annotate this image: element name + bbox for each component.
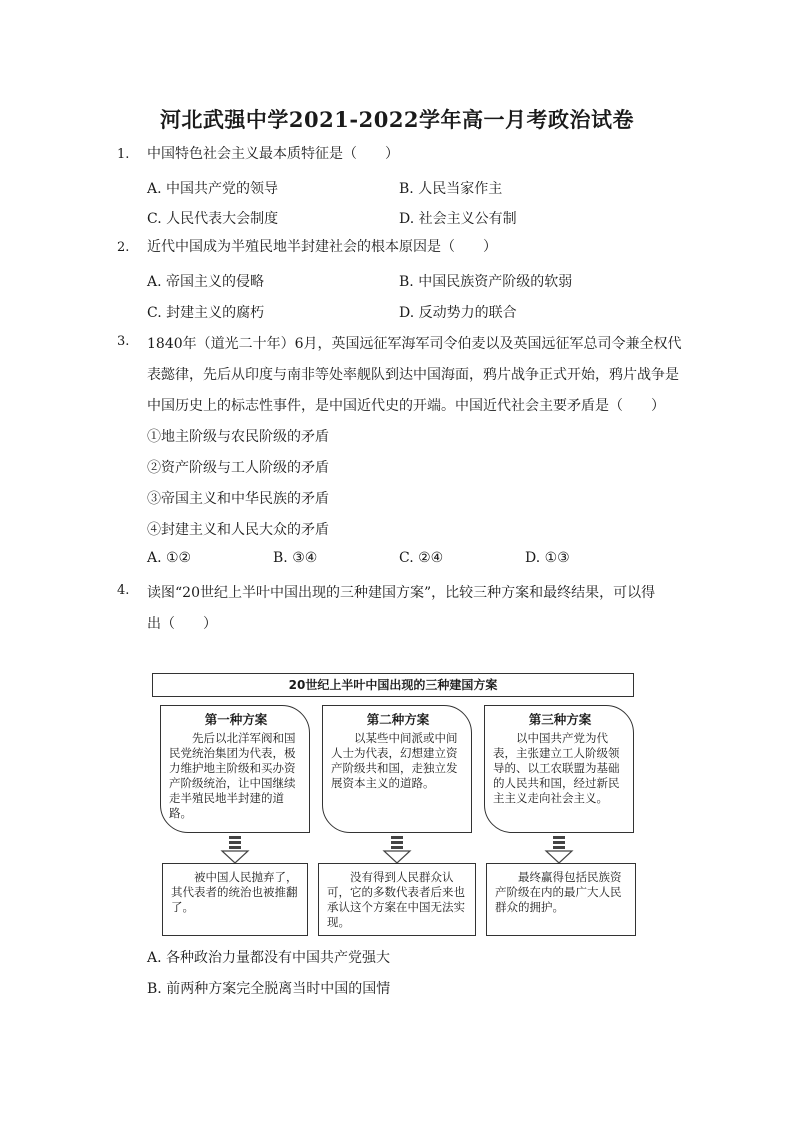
plan-1-box bbox=[160, 705, 310, 833]
option-a[interactable]: A. 帝国主义的侵略 bbox=[147, 274, 265, 290]
down-arrow-icon bbox=[220, 836, 250, 863]
option-d[interactable]: D. ①③ bbox=[525, 550, 570, 566]
option-c[interactable]: C. 人民代表大会制度 bbox=[147, 211, 279, 227]
down-arrow-icon bbox=[382, 836, 412, 863]
statement-item: ①地主阶级与农民阶级的矛盾 bbox=[147, 429, 329, 445]
plan-title: 第二种方案 bbox=[366, 712, 430, 727]
option-a[interactable]: A. ①② bbox=[147, 550, 192, 566]
question-number: 3. bbox=[117, 334, 130, 349]
question-number: 4. bbox=[117, 583, 130, 598]
option-a[interactable]: A. 各种政治力量都没有中国共产党强大 bbox=[147, 950, 391, 966]
option-b[interactable]: B. 中国民族资产阶级的软弱 bbox=[399, 274, 573, 290]
plan-2-box bbox=[322, 705, 472, 833]
page-title: 河北武强中学2021-2022学年高一月考政治试卷 bbox=[159, 107, 635, 132]
option-b[interactable]: B. ③④ bbox=[273, 550, 318, 566]
question-stem-line: 1840年（道光二十年）6月，英国远征军海军司令伯麦以及英国远征军总司令兼全权代 bbox=[147, 336, 682, 352]
question-number: 2. bbox=[117, 240, 130, 255]
statement-item: ④封建主义和人民大众的矛盾 bbox=[147, 522, 329, 538]
question-number: 1. bbox=[117, 147, 130, 162]
plan-1-result: 被中国人民抛弃了，其代表者的统治也被推翻了。 bbox=[162, 863, 308, 936]
option-d[interactable]: D. 社会主义公有制 bbox=[399, 211, 517, 227]
option-c[interactable]: C. ②④ bbox=[399, 550, 444, 566]
question-stem: 中国特色社会主义最本质特征是（ ） bbox=[147, 146, 399, 162]
statement-item: ③帝国主义和中华民族的矛盾 bbox=[147, 491, 329, 507]
diagram-heading: 20世纪上半叶中国出现的三种建国方案 bbox=[152, 673, 634, 697]
question-stem: 近代中国成为半殖民地半封建社会的根本原因是（ ） bbox=[147, 239, 497, 255]
option-b[interactable]: B. 前两种方案完全脱离当时中国的国情 bbox=[147, 981, 391, 997]
plan-3-result: 最终赢得包括民族资产阶级在内的最广大人民群众的拥护。 bbox=[486, 863, 636, 936]
question-stem-line: 中国历史上的标志性事件，是中国近代史的开端。中国近代社会主要矛盾是（ ） bbox=[147, 398, 665, 414]
plan-2-result: 没有得到人民群众认可，它的多数代表者后来也承认这个方案在中国无法实现。 bbox=[318, 863, 476, 936]
option-d[interactable]: D. 反动势力的联合 bbox=[399, 305, 517, 321]
option-c[interactable]: C. 封建主义的腐朽 bbox=[147, 305, 265, 321]
question-stem-line: 表懿律，先后从印度与南非等处率舰队到达中国海面，鸦片战争正式开始，鸦片战争是 bbox=[147, 367, 679, 383]
plan-description: 先后以北洋军阀和国民党统治集团为代表，极力维护地主阶级和买办资产阶级统治，让中国继续走半殖民地半封建的道路。 bbox=[169, 731, 296, 820]
question-stem-line: 读图“20世纪上半叶中国出现的三种建国方案”，比较三种方案和最终结果，可以得 bbox=[147, 585, 656, 601]
plan-title: 第三种方案 bbox=[528, 712, 592, 727]
plan-description: 以某些中间派或中间人士为代表，幻想建立资产阶级共和国，走独立发展资本主义的道路。 bbox=[331, 731, 458, 790]
option-b[interactable]: B. 人民当家作主 bbox=[399, 181, 503, 197]
down-arrow-icon bbox=[544, 836, 574, 863]
statement-item: ②资产阶级与工人阶级的矛盾 bbox=[147, 460, 329, 476]
plan-3-box bbox=[484, 705, 634, 833]
question-stem-line: 出（ ） bbox=[147, 616, 217, 632]
plan-description: 以中国共产党为代表，主张建立工人阶级领导的、以工农联盟为基础的人民共和国，经过新民主主义走向社会主义。 bbox=[493, 731, 620, 805]
plan-title: 第一种方案 bbox=[204, 712, 268, 727]
nation-building-plans-diagram bbox=[152, 673, 636, 938]
option-a[interactable]: A. 中国共产党的领导 bbox=[147, 181, 279, 197]
